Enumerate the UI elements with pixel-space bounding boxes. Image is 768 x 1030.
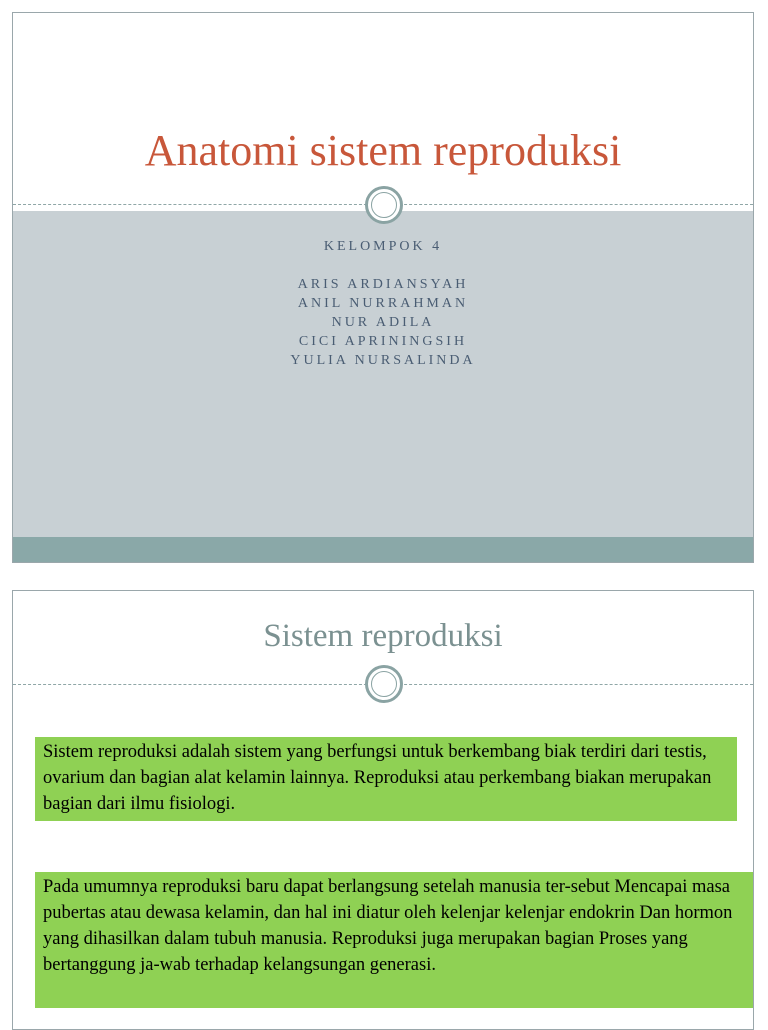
puberty-text-box: Pada umumnya reproduksi baru dapat berlangsung setelah manusia ter-sebut Mencapai masa pubertas atau dewasa kelamin, dan hal ini diatur oleh kelenjar kelenjar endokrin Dan hormon yang dihasilkan dalam tubuh manusia. Reproduksi juga merupakan bagian Proses yang bertanggung ja-wab terhadap kelangsungan generasi.	[35, 872, 754, 1008]
circle-ornament-icon	[365, 186, 403, 224]
group-label: KELOMPOK 4	[323, 239, 443, 254]
member-name: ANIL NURRAHMAN	[297, 296, 469, 311]
member-name: ARIS ARDIANSYAH	[297, 277, 469, 292]
circle-ornament-icon	[365, 665, 403, 703]
definition-text-box: Sistem reproduksi adalah sistem yang berfungsi untuk berkembang biak terdiri dari testis, ovarium dan bagian alat kelamin lainnya. Reproduksi atau perkembang biakan merupakan bagian dari ilmu fisiologi.	[35, 737, 737, 821]
slide-1	[12, 12, 754, 563]
member-name: NUR ADILA	[331, 315, 435, 330]
slide-1-title: Anatomi sistem reproduksi	[144, 126, 622, 175]
slide-1-subtitle	[13, 237, 753, 370]
slide-2-title: Sistem reproduksi	[263, 618, 503, 654]
slide-2	[12, 590, 754, 1030]
member-name: YULIA NURSALINDA	[290, 353, 476, 368]
member-name: CICI APRININGSIH	[298, 334, 468, 349]
bottom-accent-bar	[13, 537, 753, 563]
